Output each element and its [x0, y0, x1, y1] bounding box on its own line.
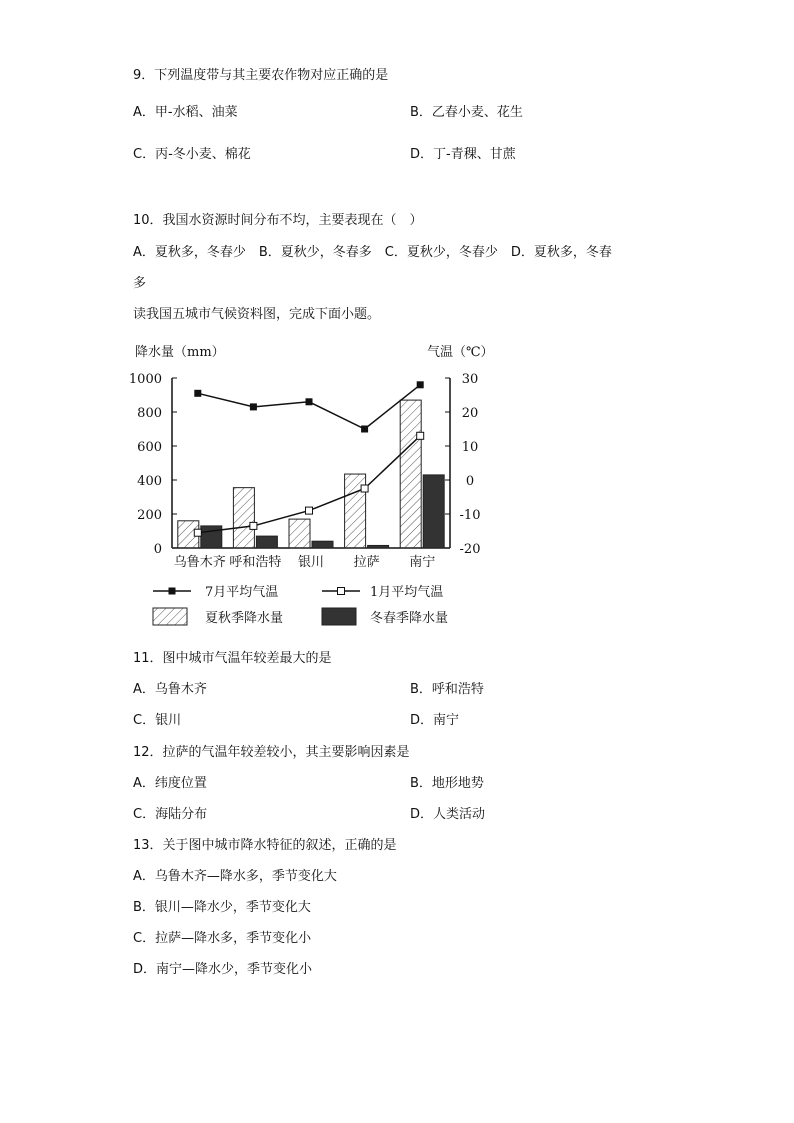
point-january-temp: [417, 432, 424, 439]
y2-tick-label: 30: [461, 372, 479, 387]
point-july-temp: [194, 390, 201, 397]
bar-summer-autumn: [233, 488, 254, 548]
y2-tick-label: -20: [459, 542, 481, 557]
legend-winter-swatch: [322, 608, 356, 625]
question-13-stem: 13．关于图中城市降水特征的叙述，正确的是: [133, 838, 397, 853]
q11-option-c[interactable]: C．银川: [133, 713, 182, 728]
y2-tick-label: 10: [461, 440, 479, 455]
legend-winter-label: 冬春季降水量: [370, 611, 449, 626]
q13-option-a[interactable]: A．乌鲁木齐—降水多，季节变化大: [133, 869, 337, 884]
question-9-stem: 9．下列温度带与其主要农作物对应正确的是: [133, 68, 389, 83]
legend-july-marker: [169, 588, 176, 595]
y-tick-label: 600: [137, 440, 162, 455]
q10-options-line1[interactable]: A．夏秋多，冬春少 B．夏秋少，冬春多 C．夏秋少，冬春少 D．夏秋多，冬春: [133, 245, 612, 260]
q11-option-a[interactable]: A．乌鲁木齐: [133, 682, 207, 697]
q12-option-c[interactable]: C．海陆分布: [133, 807, 208, 822]
y2-tick-label: -10: [459, 508, 481, 523]
y-tick-label: 1000: [128, 372, 162, 387]
point-july-temp: [306, 398, 313, 405]
legend-summer-swatch: [153, 608, 187, 625]
point-january-temp: [194, 529, 201, 536]
x-category-label: 银川: [297, 555, 325, 570]
point-july-temp: [417, 381, 424, 388]
q9-option-b[interactable]: B．乙春小麦、花生: [410, 105, 523, 120]
y-tick-label: 200: [137, 508, 162, 523]
q12-option-a[interactable]: A．纬度位置: [133, 776, 207, 791]
line-july-temp: [198, 385, 420, 429]
bar-winter-spring: [201, 526, 222, 548]
x-category-label: 拉萨: [353, 555, 380, 570]
point-july-temp: [361, 426, 368, 433]
q11-option-d[interactable]: D．南宁: [410, 713, 460, 728]
bar-summer-autumn: [289, 519, 310, 548]
bar-winter-spring: [312, 541, 333, 548]
legend-july-label: 7月平均气温: [205, 585, 279, 600]
point-january-temp: [250, 522, 257, 529]
bar-winter-spring: [368, 545, 389, 548]
climate-chart: [125, 335, 494, 635]
y-tick-label: 0: [153, 542, 162, 557]
question-12-stem: 12．拉萨的气温年较差较小，其主要影响因素是: [133, 745, 410, 760]
q10-options-line2[interactable]: 多: [133, 276, 147, 291]
legend-january-marker: [338, 588, 345, 595]
line-january-temp: [198, 436, 420, 533]
q12-option-d[interactable]: D．人类活动: [410, 807, 486, 822]
point-july-temp: [250, 403, 257, 410]
question-10-stem: 10．我国水资源时间分布不均，主要表现在（ ）: [133, 213, 423, 228]
y2-tick-label: 0: [465, 474, 475, 489]
y2-tick-label: 20: [461, 406, 479, 421]
q9-option-c[interactable]: C．丙-冬小麦、棉花: [133, 147, 251, 162]
x-category-label: 南宁: [409, 555, 436, 570]
q13-option-d[interactable]: D．南宁—降水少，季节变化小: [133, 962, 313, 977]
point-january-temp: [361, 485, 368, 492]
x-category-label: 乌鲁木齐: [173, 555, 226, 570]
bar-winter-spring: [256, 536, 277, 548]
q13-option-c[interactable]: C．拉萨—降水多，季节变化小: [133, 931, 312, 946]
q12-option-b[interactable]: B．地形地势: [410, 776, 484, 791]
q9-option-d[interactable]: D．丁-青稞、甘蔗: [410, 147, 516, 162]
bar-summer-autumn: [400, 400, 421, 548]
q13-option-b[interactable]: B．银川—降水少，季节变化大: [133, 900, 311, 915]
y-tick-label: 800: [137, 406, 162, 421]
chart-intro: 读我国五城市气候资料图，完成下面小题。: [133, 307, 381, 322]
point-january-temp: [306, 507, 313, 514]
y2-axis-label: 气温（℃）: [427, 345, 494, 360]
y-tick-label: 400: [137, 474, 162, 489]
q11-option-b[interactable]: B．呼和浩特: [410, 682, 484, 697]
legend-summer-label: 夏秋季降水量: [205, 611, 284, 626]
bar-winter-spring: [423, 475, 444, 548]
y-axis-label: 降水量（mm）: [135, 345, 225, 360]
question-11-stem: 11．图中城市气温年较差最大的是: [133, 651, 332, 666]
q9-option-a[interactable]: A．甲-水稻、油菜: [133, 105, 238, 120]
x-category-label: 呼和浩特: [229, 555, 282, 570]
legend-january-label: 1月平均气温: [370, 585, 444, 600]
